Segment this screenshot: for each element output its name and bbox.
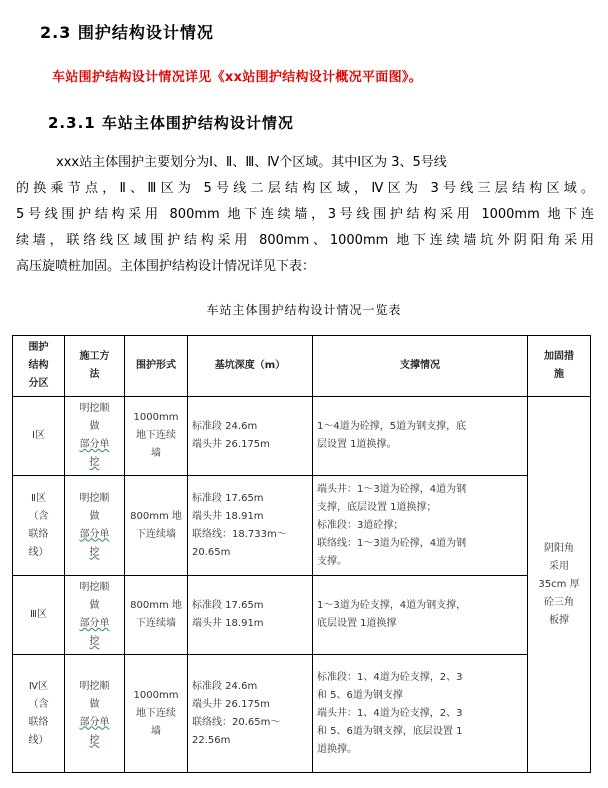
table-caption: 车站主体围护结构设计情况一览表	[206, 303, 402, 317]
body-paragraph	[16, 150, 594, 280]
header-reinforce: 加固措 施	[528, 336, 591, 397]
zone-cell: Ⅳ区 （含 联络 线）	[13, 655, 65, 773]
form-cell: 1000mm 地下连续 墙	[125, 397, 188, 476]
table-row	[13, 476, 591, 576]
support-cell: 1～4道为砼撑，5道为钢支撑，底 层设置 1道换撑。	[313, 397, 528, 476]
header-method: 施工方 法	[65, 336, 125, 397]
section-title: 2.3 围护结构设计情况	[40, 23, 214, 42]
subsection-title: 2.3.1 车站主体围护结构设计情况	[48, 114, 294, 132]
table-row	[13, 397, 591, 476]
table-row	[13, 576, 591, 655]
header-depth: 基坑深度（m）	[188, 336, 313, 397]
depth-cell: 标准段 24.6m 端头井 26.175m 联络线：20.65m～ 22.56m	[188, 655, 313, 773]
table-row	[13, 655, 591, 773]
paragraph-line: 续墙，联络线区域围护结构采用 800mm、1000mm 地下连续墙坑外阴阳角采用	[16, 233, 594, 248]
zone-cell: Ⅰ区	[13, 397, 65, 476]
method-cell: 明挖顺 做 部分单 挖	[65, 476, 125, 576]
header-zone: 围护 结构 分区	[13, 336, 65, 397]
form-cell: 1000mm 地下连续 墙	[125, 655, 188, 773]
form-cell: 800mm 地 下连续墙	[125, 576, 188, 655]
zone-cell: Ⅲ区	[13, 576, 65, 655]
reinforce-cell: 阴阳角 采用 35cm 厚 砼三角 板撑	[528, 397, 591, 773]
table-header-row	[13, 336, 591, 397]
paragraph-line: 高压旋喷桩加固。主体围护结构设计情况详见下表：	[16, 259, 316, 274]
depth-cell: 标准段 17.65m 端头井 18.91m	[188, 576, 313, 655]
support-cell: 标准段：1、4道为砼支撑，2、3 和 5、6道为钢支撑 端头井：1、4道为砼支撑，2、3 和 5、6道为钢支撑，底层设置 1 道换撑。	[313, 655, 528, 773]
zone-cell: Ⅱ区 （含 联络 线）	[13, 476, 65, 576]
reference-note: 车站围护结构设计情况详见《xx站围护结构设计概况平面图》。	[52, 70, 422, 85]
header-form: 围护形式	[125, 336, 188, 397]
paragraph-line: 5号线围护结构采用 800mm 地下连续墙，3号线围护结构采用 1000mm 地下连	[16, 207, 594, 222]
retaining-structure-table	[12, 335, 591, 773]
method-cell: 明挖顺 做 部分单 挖	[65, 576, 125, 655]
depth-cell: 标准段 17.65m 端头井 18.91m 联络线：18.733m～ 20.65m	[188, 476, 313, 576]
paragraph-line: xxx站主体围护主要划分为Ⅰ、Ⅱ、Ⅲ、Ⅳ个区域。其中Ⅰ区为 3、5号线	[56, 155, 447, 170]
paragraph-line: 的换乘节点，Ⅱ、Ⅲ区为 5号线二层结构区域，Ⅳ区为 3号线三层结构区域。	[16, 181, 594, 196]
support-cell: 端头井：1～3道为砼撑，4道为钢 支撑，底层设置 1道换撑； 标准段：3道砼撑； 联络线：1～3道为砼撑，4道为钢 支撑。	[313, 476, 528, 576]
depth-cell: 标准段 24.6m 端头井 26.175m	[188, 397, 313, 476]
header-support: 支撑情况	[313, 336, 528, 397]
support-cell: 1～3道为砼支撑，4道为钢支撑， 底层设置 1道换撑	[313, 576, 528, 655]
method-cell: 明挖顺 做 部分单 挖	[65, 397, 125, 476]
form-cell: 800mm 地 下连续墙	[125, 476, 188, 576]
method-cell: 明挖顺 做 部分单 挖	[65, 655, 125, 773]
